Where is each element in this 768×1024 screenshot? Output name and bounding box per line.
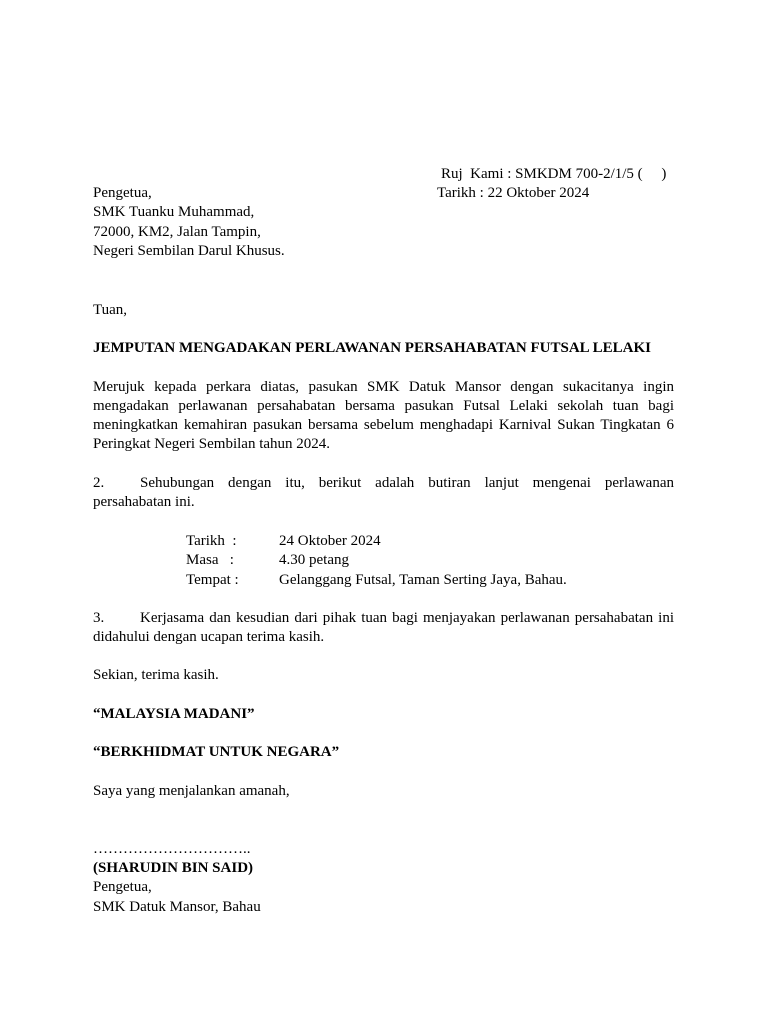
signer-title: Pengetua, <box>93 879 152 895</box>
signer-name: (SHARUDIN BIN SAID) <box>93 860 254 876</box>
recipient-title: Pengetua, <box>93 185 152 201</box>
closing-line: Sekian, terima kasih. <box>93 667 219 683</box>
match-details <box>186 532 606 590</box>
detail-row-venue <box>186 571 606 590</box>
signer-school: SMK Datuk Mansor, Bahau <box>93 899 261 915</box>
paragraph-2-number: 2. <box>93 475 105 491</box>
detail-label: Tempat : <box>186 571 239 588</box>
detail-row-date <box>186 532 606 551</box>
recipient-address <box>93 184 285 261</box>
recipient-school: SMK Tuanku Muhammad, <box>93 204 255 221</box>
reference-number: Ruj Kami : SMKDM 700-2/1/5 ( ) <box>441 166 667 182</box>
salutation: Tuan, <box>93 302 128 318</box>
slogan-malaysia-madani: “MALAYSIA MADANI” <box>93 706 255 722</box>
recipient-state: Negeri Sembilan Darul Khusus. <box>93 242 285 259</box>
paragraph-1: Merujuk kepada perkara diatas, pasukan SMK Datuk Mansor dengan sukacitanya ingin mengadakan perlawanan persahabatan bersama pasukan Futsal Lelaki sekolah tuan bagi meningkatkan kemahiran pasukan bersama sebelum menghadapi Karnival Sukan Tingkatan 6 Peringkat Negeri Sembilan tahun 2024. <box>93 379 674 452</box>
paragraph-3 <box>93 609 674 647</box>
detail-value: 4.30 petang <box>279 552 349 569</box>
trust-line: Saya yang menjalankan amanah, <box>93 783 290 799</box>
detail-value: Gelanggang Futsal, Taman Serting Jaya, Bahau. <box>279 571 567 588</box>
paragraph-2-text: Sehubungan dengan itu, berikut adalah butiran lanjut mengenai perlawanan persahabatan ini. <box>93 475 674 510</box>
detail-label: Tarikh : <box>186 533 237 549</box>
slogan-berkhidmat: “BERKHIDMAT UNTUK NEGARA” <box>93 744 340 760</box>
paragraph-2 <box>93 474 674 512</box>
signature-line: ………………………….. <box>93 841 251 857</box>
letter-date: Tarikh : 22 Oktober 2024 <box>437 185 590 201</box>
paragraph-3-number: 3. <box>93 610 105 626</box>
paragraph-3-text: Kerjasama dan kesudian dari pihak tuan bagi menjayakan perlawanan persahabatan ini didahului dengan ucapan terima kasih. <box>93 610 674 645</box>
detail-label: Masa : <box>186 552 234 569</box>
detail-value: 24 Oktober 2024 <box>279 533 381 549</box>
detail-row-time <box>186 551 606 570</box>
recipient-street: 72000, KM2, Jalan Tampin, <box>93 223 261 240</box>
letter-subject: JEMPUTAN MENGADAKAN PERLAWANAN PERSAHABATAN FUTSAL LELAKI <box>93 340 651 356</box>
